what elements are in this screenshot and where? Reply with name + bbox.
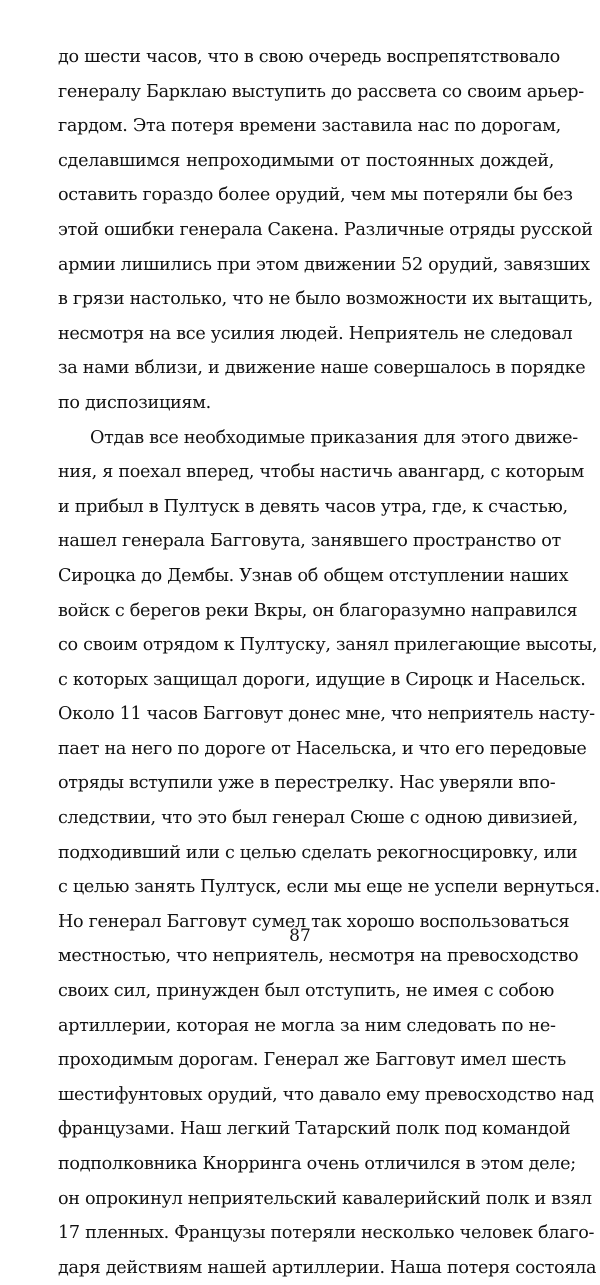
text-line: ния, я поехал вперед, чтобы настичь авангард, с которым [58, 462, 584, 483]
text-line: войск с берегов реки Вкры, он благоразумно направился [58, 600, 578, 621]
text-line: проходимым дорогам. Генерал же Багговут имел шесть [58, 1050, 566, 1071]
text-line: он опрокинул неприятельский кавалерийский полк и взял [58, 1188, 592, 1209]
text-line: Но генерал Багговут сумел так хорошо воспользоваться [58, 911, 570, 932]
text-line: в грязи настолько, что не было возможности их вытащить, [58, 289, 593, 310]
text-line: с целью занять Пултуск, если мы еще не успели вернуться. [58, 877, 600, 898]
text-line: пает на него по дороге от Насельска, и что его передовые [58, 738, 587, 759]
text-line: даря действиям нашей артиллерии. Наша потеря состояла [58, 1257, 597, 1278]
text-line: армии лишились при этом движении 52 орудий, завязших [58, 254, 590, 275]
text-line: 17 пленных. Французы потеряли несколько человек благо- [58, 1223, 595, 1244]
text-line: оставить гораздо более орудий, чем мы потеряли бы без [58, 185, 573, 206]
text-line: до шести часов, что в свою очередь воспрепятствовало [58, 47, 560, 67]
text-line: с которых защищал дороги, идущие в Сироцк и Насельск. [58, 669, 586, 690]
text-line: Около 11 часов Багговут донес мне, что неприятель насту- [58, 704, 595, 725]
text-line: по диспозициям. [58, 392, 211, 413]
text-line: подходивший или с целью сделать рекогносцировку, или [58, 842, 578, 863]
text-line: французами. Наш легкий Татарский полк под командой [58, 1119, 571, 1140]
text-line: сделавшимся непроходимыми от постоянных дождей, [58, 150, 554, 171]
paragraph [58, 40, 593, 421]
text-line: этой ошибки генерала Сакена. Различные отряды русской [58, 219, 593, 240]
text-line: шестифунтовых орудий, что давало ему превосходство над [58, 1084, 594, 1105]
text-line: отряды вступили уже в перестрелку. Нас уверяли впо- [58, 773, 556, 794]
text-line: Отдав все необходимые приказания для этого движе- [90, 427, 578, 448]
page-number: 87 [289, 926, 311, 946]
text-line: нашел генерала Багговута, занявшего пространство от [58, 531, 561, 552]
text-line: следствии, что это был генерал Сюше с одною дивизией, [58, 808, 578, 829]
text-line: гардом. Эта потеря времени заставила нас по дорогам, [58, 116, 561, 137]
paragraph [58, 421, 600, 1285]
text-line: Сироцка до Дембы. Узнав об общем отступлении наших [58, 565, 569, 586]
text-line: со своим отрядом к Пултуску, занял прилегающие высоты, [58, 635, 598, 656]
text-line: артиллерии, которая не могла за ним следовать по не- [58, 1015, 556, 1036]
text-line: своих сил, принужден был отступить, не имея с собою [58, 981, 554, 1002]
text-line: и прибыл в Пултуск в девять часов утра, где, к счастью, [58, 496, 568, 517]
text-line: несмотря на все усилия людей. Неприятель не следовал [58, 323, 573, 344]
body-text [58, 40, 600, 1285]
text-line: подполковника Кнорринга очень отличился в этом деле; [58, 1154, 576, 1174]
text-line: за нами вблизи, и движение наше совершалось в порядке [58, 358, 586, 379]
text-line: местностью, что неприятель, несмотря на превосходство [58, 946, 579, 967]
text-line: генералу Барклаю выступить до рассвета со своим арьер- [58, 81, 584, 102]
